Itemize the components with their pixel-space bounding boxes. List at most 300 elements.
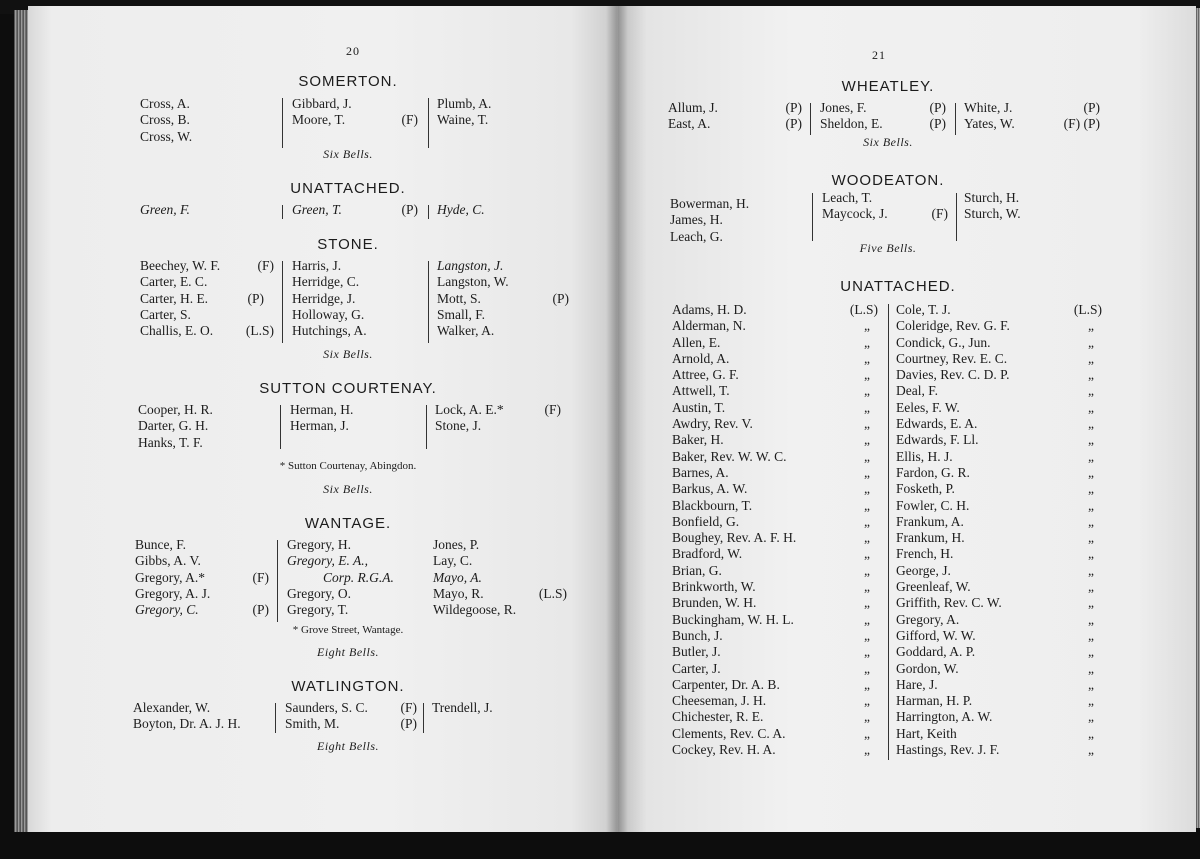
ditto-mark: „	[864, 497, 870, 513]
bells-note: Eight Bells.	[317, 645, 379, 659]
ditto-mark: „	[1088, 481, 1094, 497]
ditto-mark: „	[864, 318, 870, 334]
column-divider	[810, 103, 811, 135]
list-item: Lock, A. E.*	[435, 402, 504, 417]
member-name: Blackbourn, T.	[672, 497, 753, 513]
list-item: Gregory, O.	[287, 585, 351, 601]
member-name: Harman, H. P.	[896, 693, 973, 709]
ditto-mark: „	[1088, 464, 1094, 480]
list-item	[896, 661, 1102, 677]
list-item	[896, 644, 1102, 660]
tag: (P)	[247, 290, 264, 306]
list-item	[896, 693, 1102, 709]
ditto-mark: „	[1088, 562, 1094, 578]
tag: (P)	[785, 116, 802, 132]
ditto-mark: „	[1088, 611, 1094, 627]
ditto-mark: „	[1088, 432, 1094, 448]
ditto-mark: „	[1088, 416, 1094, 432]
somerton-col-2	[292, 96, 418, 129]
list-item: Maycock, J.	[822, 206, 888, 222]
list-item	[672, 693, 878, 709]
ditto-mark: „	[1088, 644, 1094, 660]
left-page	[28, 6, 618, 832]
member-name: Gordon, W.	[896, 660, 959, 676]
list-item: Sturch, H.	[964, 190, 1020, 205]
member-name: Frankum, A.	[896, 513, 964, 529]
ditto-mark: „	[1088, 676, 1094, 692]
list-item: Lay, C.	[433, 553, 473, 569]
list-item: Gregory, A.*	[135, 569, 205, 585]
member-name: Davies, Rev. C. D. P.	[896, 367, 1010, 383]
footnote: * Sutton Courtenay, Abingdon.	[279, 460, 417, 472]
list-item: Wildegoose, R.	[433, 602, 517, 618]
list-item	[672, 498, 878, 514]
ditto-mark: „	[1088, 595, 1094, 611]
list-item	[672, 742, 878, 758]
list-item: Stone, J.	[435, 418, 482, 434]
list-item	[896, 335, 1102, 351]
ditto-mark: „	[1088, 318, 1094, 334]
list-item: Carter, E. C.	[140, 274, 208, 290]
ditto-mark: „	[864, 595, 870, 611]
list-item	[672, 432, 878, 448]
ditto-mark: „	[1088, 742, 1094, 758]
bells-note: Five Bells.	[859, 241, 917, 255]
list-item: Holloway, G.	[292, 306, 365, 322]
list-item: Langston, W.	[437, 274, 509, 290]
list-item	[672, 661, 878, 677]
list-item: Saunders, S. C.	[285, 700, 368, 715]
stone-col-3	[437, 258, 569, 339]
member-name: Hare, J.	[896, 676, 938, 692]
tag: (F)	[931, 206, 948, 222]
list-item: Langston, J.	[437, 258, 504, 273]
list-item: Hutchings, A.	[292, 323, 367, 339]
tag: (F) (P)	[1063, 116, 1100, 132]
tag: (P)	[929, 100, 946, 115]
list-item: Gregory, C.	[135, 602, 199, 618]
list-item: Darter, G. H.	[138, 418, 209, 434]
member-name: Allen, E.	[672, 334, 721, 350]
member-name: Attwell, T.	[672, 383, 730, 399]
ditto-mark: „	[864, 448, 870, 464]
unattached-col-2	[292, 202, 418, 218]
list-item: Challis, E. O.	[140, 323, 214, 339]
member-name: Bonfield, G.	[672, 513, 740, 529]
somerton-col-1	[140, 96, 280, 145]
ditto-mark: „	[864, 693, 870, 709]
wantage-col-1	[135, 537, 269, 618]
list-item	[672, 595, 878, 611]
list-item	[896, 612, 1102, 628]
sutton-col-3	[435, 402, 561, 435]
sutton-col-1	[138, 402, 278, 451]
list-item: Green, T.	[292, 202, 342, 217]
ditto-mark: „	[864, 579, 870, 595]
section-title-wantage: WANTAGE.	[304, 515, 392, 532]
member-name: Chichester, R. E.	[672, 709, 764, 725]
list-item: Herman, J.	[290, 418, 349, 434]
member-name: Fosketh, P.	[896, 481, 955, 497]
section-title-somerton: SOMERTON.	[298, 73, 398, 90]
member-name: Cheeseman, J. H.	[672, 693, 767, 709]
member-name: Ellis, H. J.	[896, 448, 953, 464]
member-name: Hastings, Rev. J. F.	[896, 742, 1000, 758]
list-item	[672, 530, 878, 546]
member-name: Adams, H. D.	[672, 302, 747, 317]
list-item: Waine, T.	[437, 112, 489, 128]
woodeaton-col-3	[964, 190, 1090, 223]
list-item	[896, 318, 1102, 334]
ditto-mark: „	[864, 709, 870, 725]
column-divider	[282, 98, 283, 148]
list-item	[896, 595, 1102, 611]
tag: (P)	[401, 202, 418, 217]
ditto-mark: „	[864, 399, 870, 415]
list-item: Leach, T.	[822, 190, 873, 205]
tag: (L.S)	[538, 585, 567, 601]
ls-tag: (L.S)	[849, 302, 878, 317]
list-item: Bunce, F.	[135, 537, 187, 552]
list-item: Hanks, T. F.	[138, 434, 203, 450]
list-item: Gibbs, A. V.	[135, 553, 201, 569]
list-item: Hyde, C.	[437, 202, 485, 217]
column-divider	[428, 261, 429, 343]
list-item: Trendell, J.	[432, 700, 493, 715]
list-item: Corp. R.G.A.	[323, 569, 394, 585]
page-number: 20	[346, 44, 360, 58]
column-divider	[280, 405, 281, 449]
list-item	[672, 514, 878, 530]
watlington-col-3	[432, 700, 562, 716]
member-name: Baker, H.	[672, 432, 724, 448]
list-item: Cross, A.	[140, 96, 190, 111]
ditto-mark: „	[864, 432, 870, 448]
bells-note: Six Bells.	[323, 347, 373, 361]
ditto-mark: „	[1088, 709, 1094, 725]
list-item	[896, 530, 1102, 546]
list-item	[672, 628, 878, 644]
column-divider	[956, 193, 957, 241]
ditto-mark: „	[1088, 448, 1094, 464]
ditto-mark: „	[1088, 513, 1094, 529]
list-item	[896, 498, 1102, 514]
list-item	[672, 612, 878, 628]
section-title-stone: STONE.	[317, 236, 379, 253]
unattached-col-3	[437, 202, 567, 218]
section-title-unattached: UNATTACHED.	[840, 278, 956, 295]
list-item: White, J.	[964, 100, 1013, 115]
member-name: Butler, J.	[672, 644, 721, 660]
member-name: Barnes, A.	[672, 464, 729, 480]
wheatley-col-3	[964, 100, 1100, 133]
member-name: Brinkworth, W.	[672, 579, 756, 595]
list-item	[672, 302, 878, 318]
member-name: Baker, Rev. W. W. C.	[672, 448, 787, 464]
list-item	[896, 628, 1102, 644]
wheatley-col-1	[668, 100, 802, 133]
column-divider	[282, 261, 283, 343]
unattached-col-1	[672, 302, 878, 758]
bells-note: Eight Bells.	[317, 739, 379, 753]
list-item	[672, 465, 878, 481]
tag: (P)	[1083, 100, 1100, 115]
list-item: Moore, T.	[292, 112, 346, 128]
list-item	[896, 383, 1102, 399]
unattached-col-2	[896, 302, 1102, 758]
member-name: Bradford, W.	[672, 546, 743, 562]
ditto-mark: „	[864, 562, 870, 578]
list-item: Herridge, C.	[292, 274, 360, 290]
list-item	[896, 514, 1102, 530]
member-name: Cockey, Rev. H. A.	[672, 742, 776, 758]
list-item	[672, 400, 878, 416]
column-divider	[428, 98, 429, 148]
list-item: Plumb, A.	[437, 96, 492, 111]
list-item	[672, 449, 878, 465]
list-item: Jones, F.	[820, 100, 867, 115]
list-item	[896, 351, 1102, 367]
section-title-unattached: UNATTACHED.	[290, 180, 406, 197]
column-divider	[277, 540, 278, 622]
ditto-mark: „	[1088, 693, 1094, 709]
list-item	[672, 481, 878, 497]
list-item	[672, 335, 878, 351]
list-item: Gregory, H.	[287, 537, 351, 552]
member-name: Frankum, H.	[896, 530, 965, 546]
sutton-col-2	[290, 402, 416, 435]
ditto-mark: „	[1088, 350, 1094, 366]
list-item	[672, 383, 878, 399]
list-item: Small, F.	[437, 306, 486, 322]
list-item	[896, 726, 1102, 742]
list-item	[672, 546, 878, 562]
list-item: Gregory, E. A.,	[287, 553, 368, 569]
tag: (F)	[544, 402, 561, 417]
list-item: Walker, A.	[437, 323, 495, 339]
column-divider	[282, 205, 283, 219]
book-gutter	[606, 6, 628, 832]
ditto-mark: „	[864, 334, 870, 350]
list-item: Cross, B.	[140, 112, 190, 128]
list-item: Mayo, A.	[433, 569, 482, 585]
member-name: Brian, G.	[672, 562, 722, 578]
member-name: Goddard, A. P.	[896, 644, 976, 660]
tag: (F)	[401, 112, 418, 128]
ditto-mark: „	[864, 660, 870, 676]
ditto-mark: „	[1088, 497, 1094, 513]
list-item: Carter, H. E.	[140, 290, 209, 306]
section-title-watlington: WATLINGTON.	[291, 678, 405, 695]
column-divider	[275, 703, 276, 733]
ditto-mark: „	[1088, 579, 1094, 595]
stone-col-2	[292, 258, 418, 339]
member-name: Fardon, G. R.	[896, 464, 970, 480]
member-name: Fowler, C. H.	[896, 497, 970, 513]
list-item: Gregory, T.	[287, 602, 349, 618]
tag: (F)	[252, 569, 269, 585]
member-name: Buckingham, W. H. L.	[672, 611, 794, 627]
list-item	[896, 302, 1102, 318]
member-name: Bunch, J.	[672, 627, 723, 643]
bells-note: Six Bells.	[323, 147, 373, 161]
list-item: Boyton, Dr. A. J. H.	[133, 716, 241, 732]
list-item: Gibbard, J.	[292, 96, 352, 111]
tag: (P)	[552, 290, 569, 306]
member-name: Brunden, W. H.	[672, 595, 757, 611]
list-item: Bowerman, H.	[670, 196, 750, 211]
woodeaton-col-1	[670, 196, 804, 245]
ditto-mark: „	[1088, 383, 1094, 399]
list-item	[672, 726, 878, 742]
list-item	[672, 318, 878, 334]
list-item: Leach, G.	[670, 228, 723, 244]
member-name: Griffith, Rev. C. W.	[896, 595, 1002, 611]
list-item	[896, 416, 1102, 432]
ditto-mark: „	[1088, 367, 1094, 383]
somerton-col-3	[437, 96, 567, 129]
ditto-mark: „	[864, 611, 870, 627]
list-item	[896, 481, 1102, 497]
list-item: Smith, M.	[285, 716, 340, 732]
list-item: Cooper, H. R.	[138, 402, 213, 417]
ditto-mark: „	[864, 416, 870, 432]
ditto-mark: „	[864, 383, 870, 399]
ls-tag: (L.S)	[1073, 302, 1102, 317]
list-item	[896, 432, 1102, 448]
list-item	[672, 416, 878, 432]
section-title-sutton-courtenay: SUTTON COURTENAY.	[259, 380, 437, 397]
list-item: Beechey, W. F.	[140, 258, 221, 273]
member-name: Edwards, E. A.	[896, 416, 978, 432]
section-title-wheatley: WHEATLEY.	[841, 78, 935, 95]
list-item	[896, 449, 1102, 465]
member-name: Carter, J.	[672, 660, 721, 676]
list-item: Green, F.	[140, 202, 190, 217]
ditto-mark: „	[1088, 530, 1094, 546]
member-name: Barkus, A. W.	[672, 481, 748, 497]
member-name: Greenleaf, W.	[896, 579, 971, 595]
tag: (L.S)	[245, 323, 274, 339]
ditto-mark: „	[864, 676, 870, 692]
list-item: Sturch, W.	[964, 206, 1021, 222]
list-item	[896, 563, 1102, 579]
list-item	[896, 742, 1102, 758]
list-item: Herridge, J.	[292, 290, 356, 306]
list-item: Alexander, W.	[133, 700, 211, 715]
ditto-mark: „	[864, 725, 870, 741]
member-name: Deal, F.	[896, 383, 939, 399]
member-name: Attree, G. F.	[672, 367, 739, 383]
list-item	[672, 563, 878, 579]
list-item: Herman, H.	[290, 402, 354, 417]
woodeaton-col-2	[822, 190, 948, 223]
ditto-mark: „	[864, 367, 870, 383]
ditto-mark: „	[864, 742, 870, 758]
wheatley-col-2	[820, 100, 946, 133]
member-name: Carpenter, Dr. A. B.	[672, 676, 780, 692]
list-item	[896, 579, 1102, 595]
bells-note: Six Bells.	[323, 482, 373, 496]
unattached-col-1	[140, 202, 280, 218]
list-item	[896, 465, 1102, 481]
tag: (P)	[929, 116, 946, 132]
member-name: Awdry, Rev. V.	[672, 416, 753, 432]
wantage-col-2	[287, 537, 419, 618]
column-divider	[423, 703, 424, 733]
ditto-mark: „	[864, 627, 870, 643]
ditto-mark: „	[1088, 546, 1094, 562]
list-item	[896, 546, 1102, 562]
footnote: * Grove Street, Wantage.	[292, 624, 404, 636]
right-page	[618, 6, 1196, 832]
member-name: Gifford, W. W.	[896, 627, 976, 643]
stone-col-1	[140, 258, 274, 339]
list-item: Cross, W.	[140, 128, 193, 144]
watlington-col-2	[285, 700, 417, 733]
list-item: Yates, W.	[964, 116, 1015, 132]
ditto-mark: „	[1088, 399, 1094, 415]
list-item: Carter, S.	[140, 306, 191, 322]
ditto-mark: „	[864, 481, 870, 497]
ditto-mark: „	[1088, 725, 1094, 741]
ditto-mark: „	[864, 644, 870, 660]
ditto-mark: „	[1088, 334, 1094, 350]
ditto-mark: „	[864, 546, 870, 562]
member-name: Edwards, F. Ll.	[896, 432, 979, 448]
wantage-col-3	[433, 537, 567, 618]
member-name: Condick, G., Jun.	[896, 334, 991, 350]
member-name: Courtney, Rev. E. C.	[896, 350, 1008, 366]
member-name: Coleridge, Rev. G. F.	[896, 318, 1010, 334]
list-item	[672, 351, 878, 367]
ditto-mark: „	[864, 350, 870, 366]
member-name: Arnold, A.	[672, 350, 730, 366]
column-divider	[428, 205, 429, 219]
member-name: George, J.	[896, 562, 951, 578]
tag: (P)	[400, 716, 417, 732]
tag: (P)	[785, 100, 802, 115]
list-item	[672, 579, 878, 595]
ditto-mark: „	[1088, 660, 1094, 676]
member-name: Hart, Keith	[896, 725, 957, 741]
member-name: Boughey, Rev. A. F. H.	[672, 530, 797, 546]
ditto-mark: „	[864, 513, 870, 529]
ditto-mark: „	[864, 530, 870, 546]
member-name: Cole, T. J.	[896, 302, 951, 317]
list-item: James, H.	[670, 212, 723, 228]
member-name: Austin, T.	[672, 399, 726, 415]
member-name: Harrington, A. W.	[896, 709, 993, 725]
member-name: French, H.	[896, 546, 954, 562]
bells-note: Six Bells.	[863, 135, 913, 149]
member-name: Gregory, A.	[896, 611, 960, 627]
member-name: Eeles, F. W.	[896, 399, 960, 415]
list-item	[896, 677, 1102, 693]
list-item: Jones, P.	[433, 537, 480, 552]
watlington-col-1	[133, 700, 273, 733]
list-item	[896, 709, 1102, 725]
list-item	[672, 677, 878, 693]
column-divider	[426, 405, 427, 449]
list-item: Sheldon, E.	[820, 116, 883, 132]
column-divider	[888, 304, 889, 760]
tag: (F)	[400, 700, 417, 715]
ditto-mark: „	[1088, 627, 1094, 643]
section-title-woodeaton: WOODEATON.	[831, 172, 945, 189]
tag: (F)	[257, 258, 274, 273]
list-item	[896, 400, 1102, 416]
